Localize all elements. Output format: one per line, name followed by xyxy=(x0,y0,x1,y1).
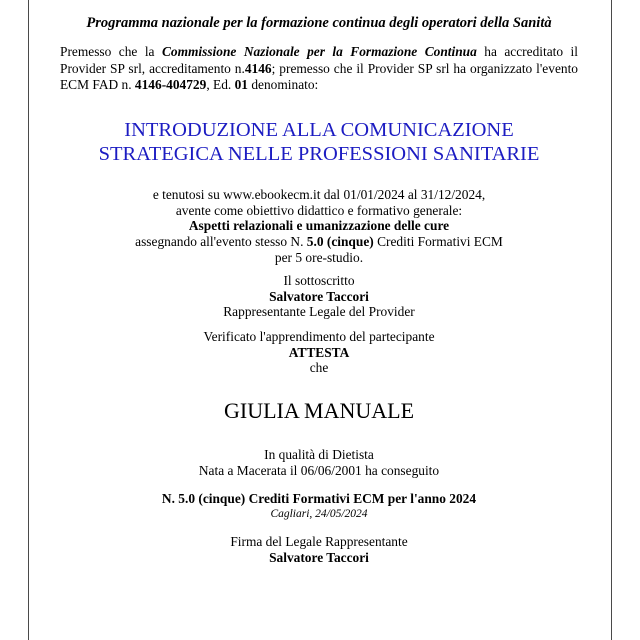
objective-intro: avente come obiettivo didattico e formativo generale: xyxy=(175,202,463,218)
commission-name: Commissione Nazionale per la Formazione Continua xyxy=(161,44,477,59)
course-title-line-1: INTRODUZIONE ALLA COMUNICAZIONE xyxy=(124,119,514,141)
signature-name xyxy=(58,550,580,566)
program-header: Programma nazionale per la formazione continua degli operatori della Sanità xyxy=(86,15,552,31)
credits-awarded xyxy=(58,491,580,507)
signature-block xyxy=(58,534,580,565)
premise-paragraph xyxy=(60,44,578,94)
result-block xyxy=(58,491,580,521)
hours-line: per 5 ore-studio. xyxy=(274,249,364,265)
event-dates-line: e tenutosi su www.ebookecm.it dal 01/01/2024 al 31/12/2024, xyxy=(152,187,486,202)
attesta-label xyxy=(58,345,580,361)
credits-bold: 5.0 (cinque) xyxy=(306,234,374,250)
attestation-line: Verificato l'apprendimento del partecipante xyxy=(203,329,435,344)
credits-pre: assegnando all'evento stesso N. xyxy=(135,234,307,250)
course-title-line-2: STRATEGICA NELLE PROFESSIONI SANITARIE xyxy=(98,143,540,165)
premise-text-5: denominato: xyxy=(247,77,319,92)
signature-label: Firma del Legale Rappresentante xyxy=(230,534,408,549)
certificate-page xyxy=(58,0,580,640)
credits-awarded-bold: N. 5.0 (cinque) Crediti Formativi ECM per l'anno 2024 xyxy=(161,491,477,506)
signatory-block xyxy=(58,273,580,320)
signatory-intro: Il sottoscritto xyxy=(283,273,355,288)
premise-text-4: , Ed. xyxy=(206,77,235,92)
participant-birth: Nata a Macerata il 06/06/2001 ha conseguito xyxy=(198,462,440,478)
left-border-line xyxy=(28,0,29,640)
accreditation-number: 4146 xyxy=(244,60,272,76)
signature-name-bold: Salvatore Taccori xyxy=(269,549,369,565)
signatory-name-bold: Salvatore Taccori xyxy=(269,288,369,304)
edition-number: 01 xyxy=(234,77,248,92)
event-details xyxy=(58,187,580,266)
place-date: Cagliari, 24/05/2024 xyxy=(270,507,368,520)
attesta-bold: ATTESTA xyxy=(288,344,350,360)
objective-text xyxy=(58,218,580,234)
premise-text-2: ha accreditato il Provider SP srl, accreditamento n. xyxy=(60,44,578,76)
right-border-line xyxy=(611,0,612,640)
participant-profession: In qualità di Dietista xyxy=(264,447,374,462)
attestation-block xyxy=(58,329,580,376)
participant-name: GIULIA MANUALE xyxy=(223,398,415,423)
premise-text-1: Premesso che la xyxy=(60,44,162,59)
signatory-role: Rappresentante Legale del Provider xyxy=(223,304,415,320)
credits-post: Crediti Formativi ECM xyxy=(373,234,503,250)
event-number: 4146-404729 xyxy=(134,77,207,92)
course-title xyxy=(58,118,580,166)
che-label: che xyxy=(309,360,329,376)
objective-bold: Aspetti relazionali e umanizzazione delle cure xyxy=(188,218,450,234)
credits-line xyxy=(58,234,580,250)
premise-text-3: ; premesso che il Provider SP srl ha organizzato l'evento ECM FAD n. xyxy=(60,60,578,92)
participant-details xyxy=(58,447,580,478)
signatory-name xyxy=(58,289,580,305)
